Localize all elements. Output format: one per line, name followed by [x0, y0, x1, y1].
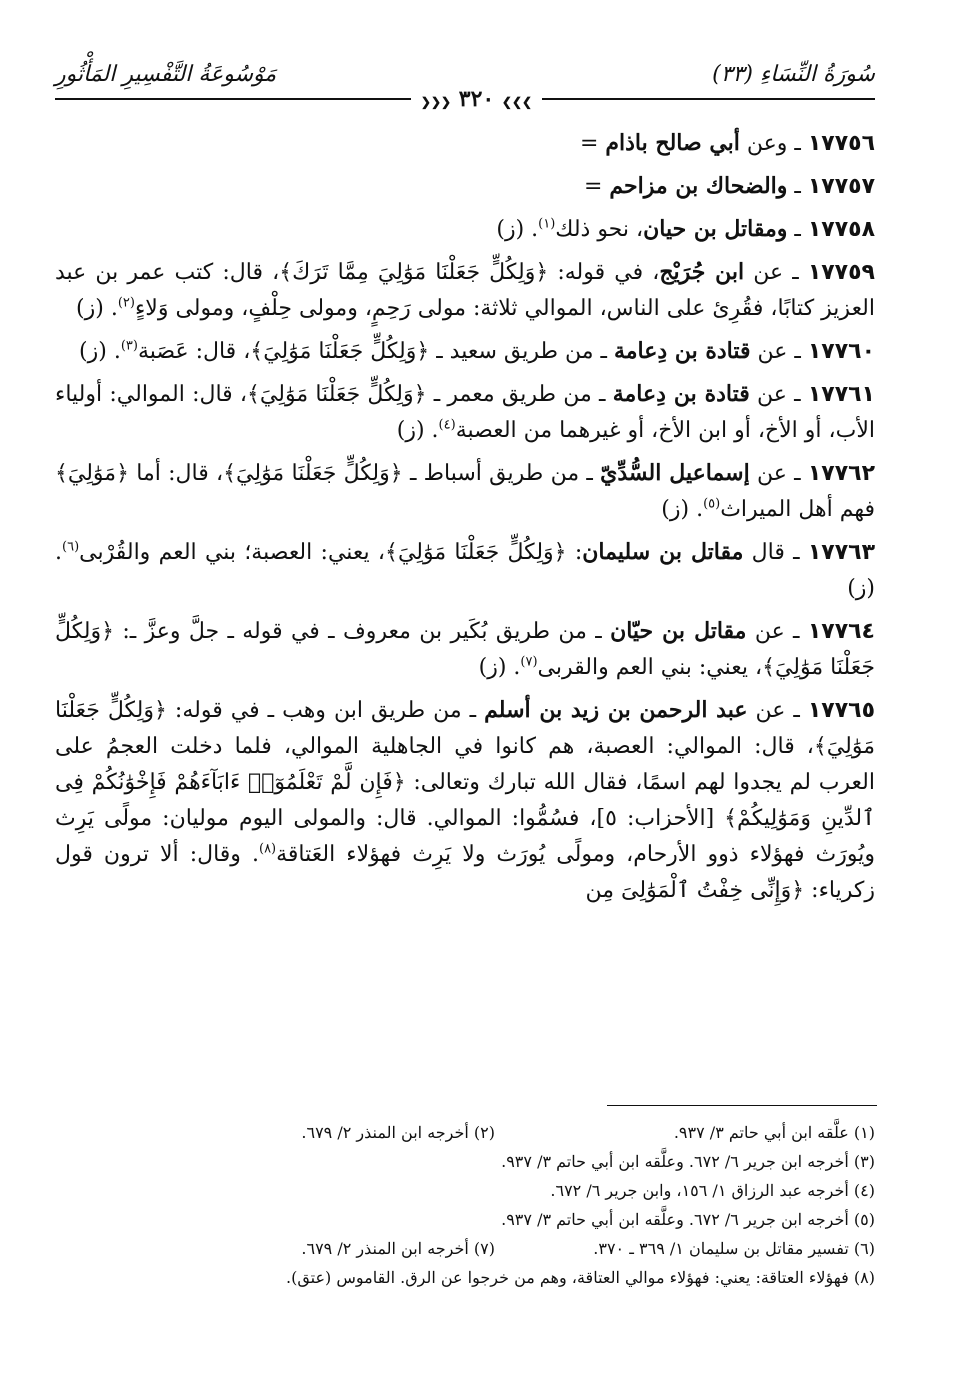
- entry: [55, 333, 875, 370]
- entry-prefix: ـ عن: [744, 260, 808, 285]
- entry-prefix: ـ: [787, 217, 808, 242]
- footnote-row: [55, 1176, 875, 1205]
- entry-tail: . (ز): [496, 217, 539, 242]
- entry-connector: ـ من طريق بُكَير بن معروف ـ في قوله ـ جلَّ وعزَّ ـ:: [114, 619, 611, 644]
- entry-number: ١٧٧٦١: [807, 382, 875, 407]
- footnote-row: [55, 1234, 875, 1263]
- entry: [55, 613, 875, 686]
- footnote: (٤) أخرجه عبد الرزاق ١/ ١٥٦، وابن جرير ٦/ ٦٧٢.: [550, 1181, 875, 1200]
- entry-connector: ، نحو ذلك: [555, 217, 644, 242]
- narrator-name: عبد الرحمن بن زيد بن أسلم: [484, 697, 748, 723]
- entry-connector: ـ من طريق أسباط ـ: [402, 461, 601, 486]
- entry-connector: ، في قوله:: [548, 260, 660, 285]
- footnote-marker: (٤): [438, 417, 456, 433]
- right-ornament: ❮❮❮: [420, 95, 452, 109]
- entry-text: ، يعني: العصبة؛ بني العم والقُرْبى: [79, 540, 386, 565]
- entry-tail: . (ز): [76, 296, 118, 321]
- entry-text: ، قال: الموالي: العصبة، هم كانوا في الجاهلية الموالي، فلما دخلت العجمُ على العرب لم يجدوا لهم اسمًا، فقال الله تبارك وتعالى: ﴿فَإِن لَّمْ تَعْلَمُوٓا۟ ءَابَآءَهُمْ فَإِخْوَٰنُكُمْ فِى ٱلدِّينِ وَمَوَٰلِيكُمْ﴾ [الأحزاب: ٥]، فسُمُّوا: الموالي. قال: والمولى اليوم موليان: مولًى يَرِث ويُورَث فهؤلاء ذوو الأرحام، ومولًى يُورَث ولا يَرِث فهؤلاء العَتاقة: [55, 734, 875, 867]
- quran-quote: ﴿وَلِكُلٍّ جَعَلْنَا مَوَٰلِيَ﴾: [223, 461, 403, 486]
- narrator-name: مقاتل بن سليمان: [582, 539, 744, 565]
- entry-connector: ـ من طريق ابن وهب ـ في قوله:: [166, 698, 485, 723]
- footnotes: [55, 1118, 875, 1292]
- surah-title: سُورَةُ النِّسَاءِ (٣٣): [712, 62, 875, 87]
- quran-quote: ﴿وَلِكُلٍّ جَعَلْنَا مَوَٰلِيَ﴾: [385, 540, 567, 565]
- left-ornament: ❯❯❯: [501, 95, 533, 109]
- entry-connector: ـ من طريق معمر ـ: [426, 382, 613, 407]
- footnote: (٧) أخرجه ابن المنذر ٢/ ٦٧٩.: [301, 1239, 495, 1258]
- entry-number: ١٧٧٦٣: [807, 540, 876, 565]
- entry-connector: =: [583, 174, 610, 199]
- entry-text: ، يعني: بني العم والقربى: [537, 655, 763, 680]
- entry-prefix: ـ وعن: [739, 131, 808, 156]
- book-title: مَوْسُوعَةُ التَّفْسِيرِ المَأْثُورِ: [55, 62, 277, 87]
- footnote-row: [55, 1147, 875, 1176]
- entry-prefix: ـ قال: [743, 540, 808, 565]
- entry-prefix: ـ عن: [747, 698, 808, 723]
- footnote: (٨) فهؤلاء العتاقة: يعني: فهؤلاء موالي العتاقة، وهم من خرجوا عن الرق. القاموس (عتق).: [286, 1268, 875, 1287]
- footnote-marker: (١): [538, 216, 556, 232]
- entry-prefix: ـ عن: [746, 619, 808, 644]
- footnote-marker: (٧): [520, 654, 538, 670]
- entry: [55, 534, 875, 607]
- entry-prefix: ـ عن: [750, 339, 808, 364]
- quran-quote: ﴿وَلِكُلٍّ جَعَلْنَا مَوَٰلِيَ﴾: [250, 339, 430, 364]
- footnote-marker: (٢): [117, 295, 135, 311]
- footnote-marker: (٣): [120, 338, 138, 354]
- entry-number: ١٧٧٦٢: [807, 461, 875, 486]
- entry-tail: . وقال: ألا ترون قول زكرياء: ﴿وَإِنِّى خِفْتُ ٱلْمَوَٰلِىَ مِن: [55, 842, 875, 903]
- entry-tail: . (ز): [55, 540, 875, 601]
- footnote-row: [55, 1263, 875, 1292]
- entry-prefix: ـ: [787, 174, 808, 199]
- footnote-marker: (٦): [62, 539, 80, 555]
- narrator-name: أبي صالح باذام: [605, 130, 740, 156]
- footnote: (٢) أخرجه ابن المنذر ٢/ ٦٧٩.: [301, 1123, 495, 1142]
- main-text: [55, 125, 875, 915]
- entry: [55, 692, 875, 909]
- entry: [55, 125, 875, 162]
- footnote-rule: [607, 1105, 877, 1106]
- entry-number: ١٧٧٥٦: [807, 131, 875, 156]
- footnote: (٥) أخرجه ابن جرير ٦/ ٦٧٢. وعلَّقه ابن أبي حاتم ٣/ ٩٣٧.: [501, 1210, 875, 1229]
- entry-text: ، قال: عَصَبة: [137, 339, 251, 364]
- narrator-name: والضحاك بن مزاحم: [609, 173, 788, 199]
- entry-tail: . (ز): [661, 497, 704, 522]
- entry: [55, 168, 875, 205]
- narrator-name: قتادة بن دِعامة: [613, 338, 751, 364]
- entry-number: ١٧٧٥٧: [807, 174, 875, 199]
- entry-text: ، قال: أما ﴿مَوَٰلِيَ﴾ فهم أهل الميراث: [55, 461, 875, 522]
- quran-quote: ﴿وَلِكُلٍّ جَعَلْنَا مَوَٰلِيَ مِمَّا تَرَكَ﴾: [279, 260, 549, 285]
- entry-number: ١٧٧٥٩: [807, 260, 875, 285]
- entry-text: ، قال: كتب عمر بن عبد العزيز كتابًا، فقُرِئ على الناس، الموالي ثلاثة: مولى رَحِمٍ، ومولى حِلْفٍ، ومولى وَلاءٍ: [55, 260, 875, 321]
- entry: [55, 376, 875, 449]
- footnote: (١) علَّقه ابن أبي حاتم ٣/ ٩٣٧.: [673, 1123, 875, 1142]
- entry-tail: . (ز): [478, 655, 521, 680]
- entry-number: ١٧٧٥٨: [807, 217, 875, 242]
- entry-prefix: ـ عن: [749, 382, 808, 407]
- narrator-name: إسماعيل السُّدِّيّ: [600, 460, 750, 486]
- footnote: (٣) أخرجه ابن جرير ٦/ ٦٧٢. وعلَّقه ابن أبي حاتم ٣/ ٩٣٧.: [501, 1152, 875, 1171]
- footnote: (٦) تفسير مقاتل بن سليمان ١/ ٣٦٩ ـ ٣٧٠.: [593, 1239, 875, 1258]
- entry-connector: :: [566, 540, 583, 565]
- entry: [55, 211, 875, 248]
- footnote-row: [55, 1118, 875, 1147]
- narrator-name: ابن جُرَيْج: [659, 259, 745, 285]
- entry-connector: =: [579, 131, 606, 156]
- quran-quote: ﴿وَلِكُلٍّ جَعَلْنَا مَوَٰلِيَ﴾: [55, 619, 875, 680]
- entry: [55, 455, 875, 528]
- narrator-name: مقاتل بن حيّان: [610, 618, 747, 644]
- entry-prefix: ـ عن: [749, 461, 808, 486]
- entry-number: ١٧٧٦٤: [807, 619, 875, 644]
- footnote-marker: (٨): [258, 841, 277, 857]
- footnote-marker: (٥): [703, 496, 721, 512]
- narrator-name: ومقاتل بن حيان: [643, 216, 788, 242]
- entry-tail: . (ز): [396, 418, 439, 443]
- page-number: ❯❯❯ ٣٢٠ ❮❮❮: [411, 86, 542, 112]
- entry: [55, 254, 875, 327]
- quran-quote: ﴿وَلِكُلٍّ جَعَلْنَا مَوَٰلِيَ﴾: [55, 698, 875, 759]
- quran-quote: ﴿وَلِكُلٍّ جَعَلْنَا مَوَٰلِيَ﴾: [247, 382, 427, 407]
- entry-connector: ـ من طريق سعيد ـ: [429, 339, 614, 364]
- entry-text: ، قال: الموالي: أولياء الأب، أو الأخ، أو ابن الأخ، أو غيرهما من العصبة: [55, 382, 875, 443]
- entry-number: ١٧٧٦٠: [807, 339, 875, 364]
- footnote-row: [55, 1205, 875, 1234]
- entry-number: ١٧٧٦٥: [807, 698, 876, 723]
- narrator-name: قتادة بن دِعامة: [612, 381, 750, 407]
- entry-tail: . (ز): [79, 339, 121, 364]
